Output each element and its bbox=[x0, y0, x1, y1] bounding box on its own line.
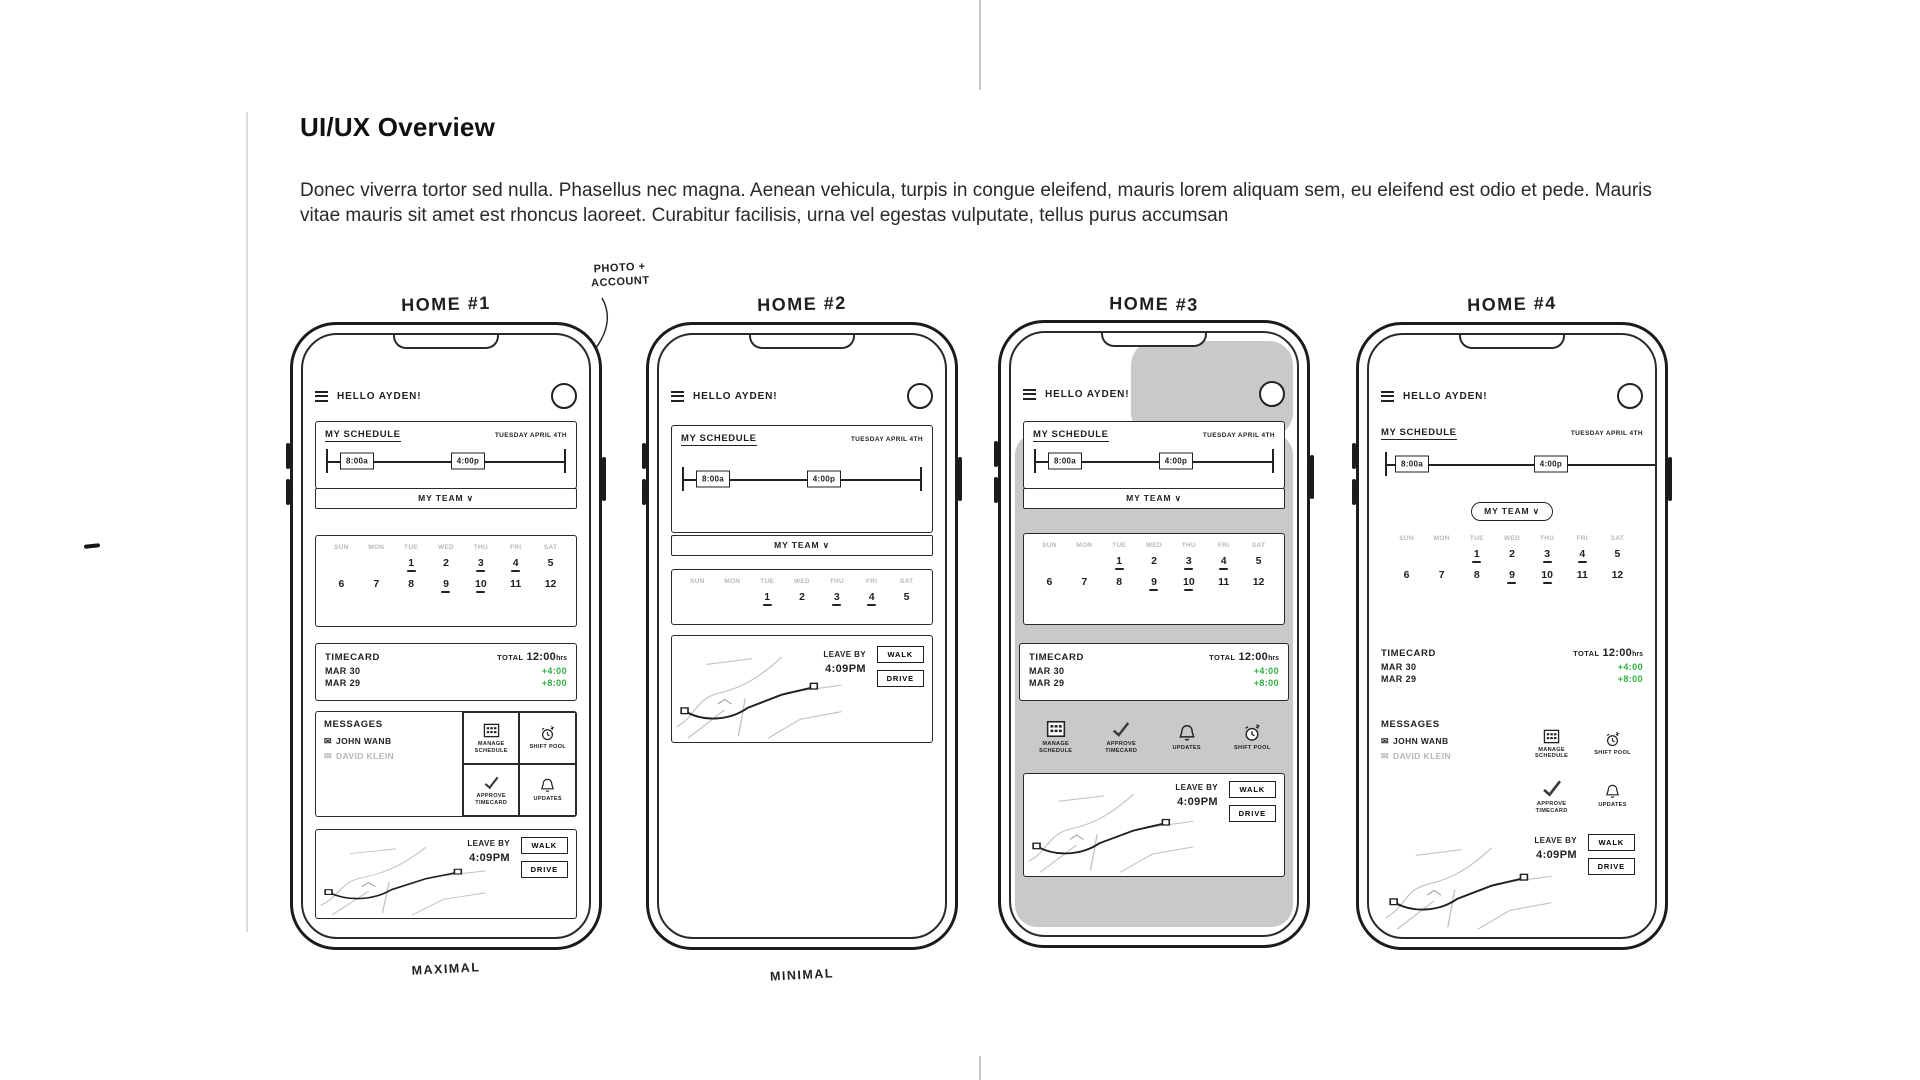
leave-by-time: 4:09PM bbox=[825, 663, 866, 675]
drive-button[interactable]: DRIVE bbox=[1588, 858, 1635, 875]
leave-by-block bbox=[1175, 783, 1218, 810]
action-updates[interactable] bbox=[519, 764, 576, 816]
action-shift-pool[interactable] bbox=[1220, 711, 1286, 763]
envelope-icon: ✉ bbox=[324, 735, 332, 746]
calendar-day-label: FRI bbox=[1576, 535, 1588, 542]
slider-handle-start[interactable]: 8:00a bbox=[340, 453, 374, 470]
calendar-empty-cell bbox=[715, 591, 750, 606]
phone-1-label: HOME #1 bbox=[400, 292, 491, 316]
action-updates[interactable] bbox=[1154, 711, 1220, 763]
calendar-day-label: SAT bbox=[543, 544, 558, 551]
messages-title: MESSAGES bbox=[1381, 719, 1440, 730]
timecard-delta: +4:00 bbox=[1253, 666, 1279, 676]
left-dash-mark bbox=[84, 543, 100, 549]
calendar-date[interactable]: 3 bbox=[819, 591, 854, 606]
timecard-row bbox=[316, 677, 576, 689]
schedule-slider[interactable] bbox=[1034, 444, 1274, 478]
bottom-divider-line bbox=[979, 1056, 981, 1080]
calendar-week2-row bbox=[1381, 569, 1643, 584]
app-header bbox=[1381, 381, 1643, 411]
slider-handle-end[interactable]: 4:00p bbox=[1159, 453, 1193, 470]
calendar-date[interactable]: 2 bbox=[443, 557, 449, 569]
messages-title: MESSAGES bbox=[324, 719, 383, 730]
calendar-week1-row bbox=[1024, 555, 1284, 570]
leave-by-block bbox=[823, 650, 866, 677]
calendar-date[interactable]: 4 bbox=[854, 591, 889, 606]
map-card bbox=[1023, 773, 1285, 877]
calendar-date[interactable]: 3 bbox=[1171, 555, 1206, 570]
timecard-row bbox=[1020, 677, 1288, 689]
calendar-date[interactable]: 1 bbox=[750, 591, 785, 606]
greeting-text: HELLO AYDEN! bbox=[1045, 388, 1130, 400]
action-manage-schedule[interactable] bbox=[463, 712, 520, 764]
calendar-day-row bbox=[1024, 542, 1284, 549]
calendar-day-label: TUE bbox=[760, 578, 775, 585]
volume-button[interactable] bbox=[994, 477, 998, 503]
timecard-delta: +8:00 bbox=[1617, 674, 1643, 684]
timecard-delta: +8:00 bbox=[1253, 678, 1279, 688]
schedule-title: MY SCHEDULE bbox=[681, 433, 757, 444]
calendar-date[interactable]: 9 bbox=[1137, 576, 1172, 591]
drive-button[interactable]: DRIVE bbox=[521, 861, 568, 878]
actions-grid bbox=[463, 712, 576, 816]
map-sketch bbox=[672, 636, 844, 742]
updates-bell-icon bbox=[1177, 723, 1197, 743]
timecard-date: MAR 29 bbox=[1029, 678, 1065, 688]
phone-screen bbox=[1367, 333, 1657, 939]
calendar-date[interactable]: 1 bbox=[1102, 555, 1137, 570]
travel-buttons bbox=[877, 646, 924, 687]
messages-card bbox=[315, 711, 577, 817]
action-approve-timecard[interactable] bbox=[1521, 769, 1582, 824]
page-body-text: Donec viverra tortor sed nulla. Phasellus nec magna. Aenean vehicula, turpis in congue eleifend, mauris lorem aliquam sem, eu eleifend est odio et pede. Mauris vitae mauris sit amet est rhoncus laoreet. Curabitur facilisis, urna vel egestas vulputate, tellus purus accumsan bbox=[300, 180, 1652, 227]
map-card bbox=[315, 829, 577, 919]
message-sender: DAVID KLEIN bbox=[335, 751, 395, 761]
page-title: UI/UX Overview bbox=[300, 112, 495, 142]
calendar-date[interactable]: 1 bbox=[394, 557, 429, 572]
calendar-day-label: FRI bbox=[1218, 542, 1230, 549]
leave-by-label: LEAVE BY bbox=[823, 650, 866, 659]
calendar-date[interactable]: 5 bbox=[903, 591, 910, 603]
action-approve-timecard[interactable] bbox=[463, 764, 520, 816]
drive-button[interactable]: DRIVE bbox=[877, 670, 924, 687]
calendar-date[interactable]: 10 bbox=[463, 578, 498, 593]
notch bbox=[749, 333, 855, 349]
volume-button[interactable] bbox=[1352, 479, 1356, 505]
slider-handle-start[interactable]: 8:00a bbox=[1048, 453, 1082, 470]
my-team-dropdown[interactable]: MY TEAM ∨ bbox=[315, 488, 577, 509]
slider-handle-start[interactable]: 8:00a bbox=[696, 471, 730, 488]
timecard-date: MAR 30 bbox=[1029, 666, 1065, 676]
calendar-date[interactable]: 10 bbox=[1171, 576, 1206, 591]
action-updates[interactable] bbox=[1582, 769, 1643, 824]
leave-by-block bbox=[1534, 836, 1577, 863]
timecard-date: MAR 29 bbox=[325, 678, 361, 688]
my-team-wrap bbox=[1369, 501, 1655, 521]
phone-4-label: HOME #4 bbox=[1466, 292, 1557, 316]
calendar-date[interactable]: 8 bbox=[1116, 576, 1123, 588]
timecard-card bbox=[315, 643, 577, 701]
calendar-date[interactable]: 6 bbox=[1403, 569, 1410, 581]
schedule-card bbox=[671, 425, 933, 533]
action-label: APPROVE TIMECARD bbox=[475, 792, 508, 806]
action-label: APPROVE TIMECARD bbox=[1105, 741, 1138, 754]
schedule-title: MY SCHEDULE bbox=[325, 429, 401, 440]
schedule-slider[interactable] bbox=[1385, 447, 1657, 481]
calendar-week2-row bbox=[316, 578, 576, 593]
app-header bbox=[1023, 379, 1285, 409]
schedule-title: MY SCHEDULE bbox=[1033, 429, 1109, 440]
app-header bbox=[315, 381, 577, 411]
travel-buttons bbox=[521, 837, 568, 878]
volume-button[interactable] bbox=[286, 443, 290, 469]
calendar-day-label: SUN bbox=[690, 578, 705, 585]
shift-pool-icon bbox=[1242, 723, 1262, 743]
calendar-date[interactable]: 3 bbox=[1530, 548, 1565, 563]
leave-by-label: LEAVE BY bbox=[1534, 836, 1577, 845]
calendar-date[interactable]: 9 bbox=[429, 578, 464, 593]
messages-list bbox=[316, 712, 463, 816]
volume-button[interactable] bbox=[642, 443, 646, 469]
calendar-date[interactable]: 7 bbox=[1081, 576, 1088, 588]
calendar-date[interactable]: 1 bbox=[1459, 548, 1494, 563]
schedule-date: TUESDAY APRIL 4TH bbox=[850, 436, 923, 443]
leave-by-time: 4:09PM bbox=[1177, 796, 1218, 808]
phone-screen bbox=[301, 333, 591, 939]
power-button[interactable] bbox=[1310, 455, 1314, 499]
action-label: SHIFT POOL bbox=[1233, 744, 1271, 751]
slider-handle-end[interactable]: 4:00p bbox=[1534, 456, 1568, 473]
timecard-row bbox=[1381, 661, 1643, 673]
calendar-date[interactable]: 11 bbox=[510, 578, 522, 590]
volume-button[interactable] bbox=[642, 479, 646, 505]
calendar-date[interactable]: 8 bbox=[408, 578, 415, 590]
menu-icon[interactable] bbox=[671, 388, 684, 404]
calendar-day-label: MON bbox=[368, 544, 385, 551]
calendar-day-label: TUE bbox=[1469, 535, 1484, 542]
calendar-day-label: MON bbox=[1433, 535, 1450, 542]
timecard-card bbox=[1019, 643, 1289, 701]
calendar-day-label: SAT bbox=[899, 578, 914, 585]
calendar-day-label: MON bbox=[1076, 542, 1093, 549]
calendar-empty-cell bbox=[359, 557, 394, 572]
timecard-delta: +4:00 bbox=[1617, 662, 1643, 672]
calendar-day-row bbox=[316, 544, 576, 551]
action-label: APPROVE TIMECARD bbox=[1535, 801, 1568, 814]
timecard-title: TIMECARD bbox=[1029, 652, 1084, 663]
timecard-date: MAR 30 bbox=[1381, 662, 1417, 672]
walk-button[interactable]: WALK bbox=[521, 837, 568, 854]
messages-section bbox=[1381, 719, 1643, 823]
calendar-day-label: SAT bbox=[1251, 542, 1266, 549]
envelope-icon: ✉ bbox=[1381, 735, 1389, 746]
timecard-section bbox=[1381, 647, 1643, 705]
action-label: UPDATES bbox=[1598, 801, 1627, 808]
greeting-text: HELLO AYDEN! bbox=[693, 390, 778, 402]
my-team-dropdown[interactable]: MY TEAM ∨ bbox=[671, 535, 933, 556]
timecard-row bbox=[1020, 665, 1288, 677]
power-button[interactable] bbox=[958, 457, 962, 501]
schedule-section bbox=[1381, 427, 1643, 440]
shift-pool-icon bbox=[1604, 731, 1621, 748]
phone-home-4 bbox=[1356, 322, 1668, 950]
manage-schedule-icon bbox=[1046, 719, 1066, 739]
calendar-date[interactable]: 4 bbox=[1565, 548, 1600, 563]
calendar-date[interactable]: 12 bbox=[1252, 576, 1265, 588]
avatar[interactable] bbox=[551, 383, 577, 409]
calendar-date[interactable]: 12 bbox=[544, 578, 557, 590]
action-approve-timecard[interactable] bbox=[1089, 711, 1155, 763]
schedule-date: TUESDAY APRIL 4TH bbox=[494, 432, 567, 439]
action-shift-pool[interactable] bbox=[1582, 719, 1643, 769]
calendar-date[interactable]: 12 bbox=[1611, 569, 1624, 581]
calendar-empty-cell bbox=[680, 591, 715, 606]
menu-icon[interactable] bbox=[1023, 386, 1036, 402]
timecard-total: TOTAL 12:00hrs bbox=[1209, 651, 1279, 663]
calendar-card bbox=[671, 569, 933, 625]
calendar-day-label: SUN bbox=[334, 544, 349, 551]
schedule-card bbox=[1023, 421, 1285, 489]
volume-button[interactable] bbox=[1352, 443, 1356, 469]
phone-3-label: HOME #3 bbox=[1109, 293, 1199, 315]
calendar-week1-row bbox=[672, 591, 932, 606]
updates-bell-icon bbox=[539, 777, 556, 794]
slider-handle-start[interactable]: 8:00a bbox=[1395, 456, 1429, 473]
action-label: MANAGE SCHEDULE bbox=[474, 740, 508, 754]
calendar-day-label: WED bbox=[437, 544, 455, 551]
envelope-icon: ✉ bbox=[1381, 750, 1389, 761]
calendar-date[interactable]: 5 bbox=[547, 557, 554, 569]
slider-handle-end[interactable]: 4:00p bbox=[807, 471, 841, 488]
timecard-title: TIMECARD bbox=[1381, 648, 1436, 659]
shift-pool-icon bbox=[539, 725, 556, 742]
action-shift-pool[interactable] bbox=[519, 712, 576, 764]
leave-by-block bbox=[467, 839, 510, 866]
calendar-date[interactable]: 6 bbox=[1046, 576, 1053, 588]
notch bbox=[1101, 331, 1207, 347]
calendar-empty-cell bbox=[324, 557, 359, 572]
notch bbox=[393, 333, 499, 349]
calendar-date[interactable]: 6 bbox=[338, 578, 345, 590]
calendar-date[interactable]: 9 bbox=[1494, 569, 1529, 584]
calendar-section bbox=[1381, 535, 1643, 627]
calendar-date[interactable]: 2 bbox=[1151, 555, 1157, 567]
timecard-row bbox=[1381, 673, 1643, 685]
calendar-empty-cell bbox=[1389, 548, 1424, 563]
walk-button[interactable]: WALK bbox=[877, 646, 924, 663]
action-label: UPDATES bbox=[1172, 744, 1201, 751]
phone-screen bbox=[657, 333, 947, 939]
avatar[interactable] bbox=[1259, 381, 1285, 407]
calendar-card bbox=[1023, 533, 1285, 625]
calendar-day-label: FRI bbox=[510, 544, 522, 551]
action-label: UPDATES bbox=[533, 796, 562, 803]
message-item[interactable] bbox=[1381, 751, 1521, 761]
my-team-dropdown[interactable]: MY TEAM ∨ bbox=[1023, 488, 1285, 509]
action-manage-schedule[interactable] bbox=[1521, 719, 1582, 769]
timecard-total: TOTAL 12:00hrs bbox=[497, 651, 567, 663]
messages-list bbox=[1381, 719, 1521, 823]
calendar-day-row bbox=[1381, 535, 1643, 542]
timecard-delta: +4:00 bbox=[541, 666, 567, 676]
avatar[interactable] bbox=[1617, 383, 1643, 409]
map-card bbox=[671, 635, 933, 743]
timecard-date: MAR 30 bbox=[325, 666, 361, 676]
power-button[interactable] bbox=[1668, 457, 1672, 501]
calendar-day-label: SUN bbox=[1042, 542, 1057, 549]
volume-button[interactable] bbox=[994, 441, 998, 467]
calendar-date[interactable]: 4 bbox=[498, 557, 533, 572]
calendar-date[interactable]: 8 bbox=[1473, 569, 1480, 581]
power-button[interactable] bbox=[602, 457, 606, 501]
calendar-date[interactable]: 2 bbox=[1509, 548, 1515, 560]
my-team-dropdown[interactable]: MY TEAM ∨ bbox=[1471, 502, 1553, 521]
menu-icon[interactable] bbox=[1381, 388, 1394, 404]
calendar-day-label: TUE bbox=[404, 544, 419, 551]
calendar-day-label: SUN bbox=[1399, 535, 1414, 542]
calendar-day-label: MON bbox=[724, 578, 741, 585]
annotation-line-1: PHOTO + bbox=[593, 260, 646, 276]
timecard-title: TIMECARD bbox=[325, 652, 380, 663]
calendar-day-label: WED bbox=[793, 578, 811, 585]
calendar-date[interactable]: 5 bbox=[1255, 555, 1262, 567]
schedule-date: TUESDAY APRIL 4TH bbox=[1570, 430, 1643, 437]
timecard-row bbox=[316, 665, 576, 677]
updates-bell-icon bbox=[1604, 783, 1621, 800]
action-label: MANAGE SCHEDULE bbox=[1039, 741, 1073, 754]
volume-button[interactable] bbox=[286, 479, 290, 505]
annotation-photo-account bbox=[574, 260, 665, 292]
action-label: MANAGE SCHEDULE bbox=[1535, 746, 1569, 760]
message-item[interactable] bbox=[324, 736, 454, 746]
calendar-week1-row bbox=[316, 557, 576, 572]
action-manage-schedule[interactable] bbox=[1023, 711, 1089, 763]
calendar-date[interactable]: 11 bbox=[1218, 576, 1230, 588]
approve-timecard-icon bbox=[1111, 719, 1131, 739]
actions-row bbox=[1023, 711, 1285, 763]
calendar-date[interactable]: 7 bbox=[373, 578, 380, 590]
map-sketch bbox=[316, 830, 488, 918]
approve-timecard-icon bbox=[483, 774, 500, 791]
calendar-empty-cell bbox=[1067, 555, 1102, 570]
walk-button[interactable]: WALK bbox=[1229, 781, 1276, 798]
phone-screen bbox=[1009, 331, 1299, 937]
phone-home-3 bbox=[998, 320, 1310, 948]
calendar-week2-row bbox=[1024, 576, 1284, 591]
calendar-day-label: SAT bbox=[1610, 535, 1625, 542]
greeting-text: HELLO AYDEN! bbox=[1403, 390, 1488, 402]
phone-1-sublabel: MAXIMAL bbox=[411, 960, 481, 978]
calendar-day-label: WED bbox=[1145, 542, 1163, 549]
calendar-date[interactable]: 5 bbox=[1614, 548, 1621, 560]
drive-button[interactable]: DRIVE bbox=[1229, 805, 1276, 822]
message-sender: DAVID KLEIN bbox=[1392, 751, 1452, 761]
calendar-day-label: THU bbox=[1540, 535, 1555, 542]
top-divider-line bbox=[979, 0, 981, 90]
calendar-day-label: WED bbox=[1503, 535, 1521, 542]
message-sender: JOHN WANB bbox=[1392, 736, 1449, 746]
greeting-text: HELLO AYDEN! bbox=[337, 390, 422, 402]
leave-by-label: LEAVE BY bbox=[467, 839, 510, 848]
phone-2-label: HOME #2 bbox=[756, 292, 847, 316]
travel-buttons bbox=[1229, 781, 1276, 822]
slider-handle-end[interactable]: 4:00p bbox=[451, 453, 485, 470]
calendar-day-label: TUE bbox=[1112, 542, 1127, 549]
action-label: SHIFT POOL bbox=[529, 744, 567, 751]
phone-home-2 bbox=[646, 322, 958, 950]
message-item[interactable] bbox=[324, 751, 454, 761]
annotation-line-2: ACCOUNT bbox=[590, 274, 650, 290]
walk-button[interactable]: WALK bbox=[1588, 834, 1635, 851]
message-item[interactable] bbox=[1381, 736, 1521, 746]
avatar[interactable] bbox=[907, 383, 933, 409]
map-sketch bbox=[1381, 827, 1554, 933]
leave-by-label: LEAVE BY bbox=[1175, 783, 1218, 792]
left-rule-line bbox=[246, 112, 248, 932]
timecard-total: TOTAL 12:00hrs bbox=[1573, 647, 1643, 659]
leave-by-time: 4:09PM bbox=[1536, 849, 1577, 861]
timecard-date: MAR 29 bbox=[1381, 674, 1417, 684]
calendar-date[interactable]: 3 bbox=[463, 557, 498, 572]
manage-schedule-icon bbox=[483, 722, 500, 739]
calendar-day-label: THU bbox=[473, 544, 488, 551]
schedule-title: MY SCHEDULE bbox=[1381, 427, 1457, 438]
map-sketch bbox=[1024, 774, 1196, 876]
approve-timecard-icon bbox=[1541, 777, 1563, 799]
envelope-icon: ✉ bbox=[324, 750, 332, 761]
leave-by-time: 4:09PM bbox=[469, 852, 510, 864]
action-label: SHIFT POOL bbox=[1594, 749, 1631, 756]
calendar-date[interactable]: 7 bbox=[1438, 569, 1445, 581]
phone-2-sublabel: MINIMAL bbox=[769, 966, 835, 984]
timecard-delta: +8:00 bbox=[541, 678, 567, 688]
app-header bbox=[671, 381, 933, 411]
calendar-date[interactable]: 11 bbox=[1576, 569, 1588, 581]
calendar-day-row bbox=[672, 578, 932, 585]
notch bbox=[1459, 333, 1565, 349]
travel-buttons bbox=[1588, 834, 1635, 875]
calendar-day-label: THU bbox=[1181, 542, 1196, 549]
actions-grid bbox=[1521, 719, 1643, 823]
menu-icon[interactable] bbox=[315, 388, 328, 404]
calendar-empty-cell bbox=[1424, 548, 1459, 563]
phone-home-1 bbox=[290, 322, 602, 950]
map-section bbox=[1381, 827, 1643, 933]
schedule-date: TUESDAY APRIL 4TH bbox=[1202, 432, 1275, 439]
schedule-card bbox=[315, 421, 577, 489]
calendar-date[interactable]: 4 bbox=[1206, 555, 1241, 570]
calendar-date[interactable]: 2 bbox=[799, 591, 805, 603]
calendar-date[interactable]: 10 bbox=[1530, 569, 1565, 584]
message-sender: JOHN WANB bbox=[335, 736, 392, 746]
calendar-card bbox=[315, 535, 577, 627]
calendar-day-label: FRI bbox=[866, 578, 878, 585]
calendar-empty-cell bbox=[1032, 555, 1067, 570]
manage-schedule-icon bbox=[1543, 728, 1560, 745]
schedule-slider[interactable] bbox=[326, 444, 566, 478]
calendar-day-label: THU bbox=[829, 578, 844, 585]
calendar-week1-row bbox=[1381, 548, 1643, 563]
schedule-slider[interactable] bbox=[682, 462, 922, 496]
